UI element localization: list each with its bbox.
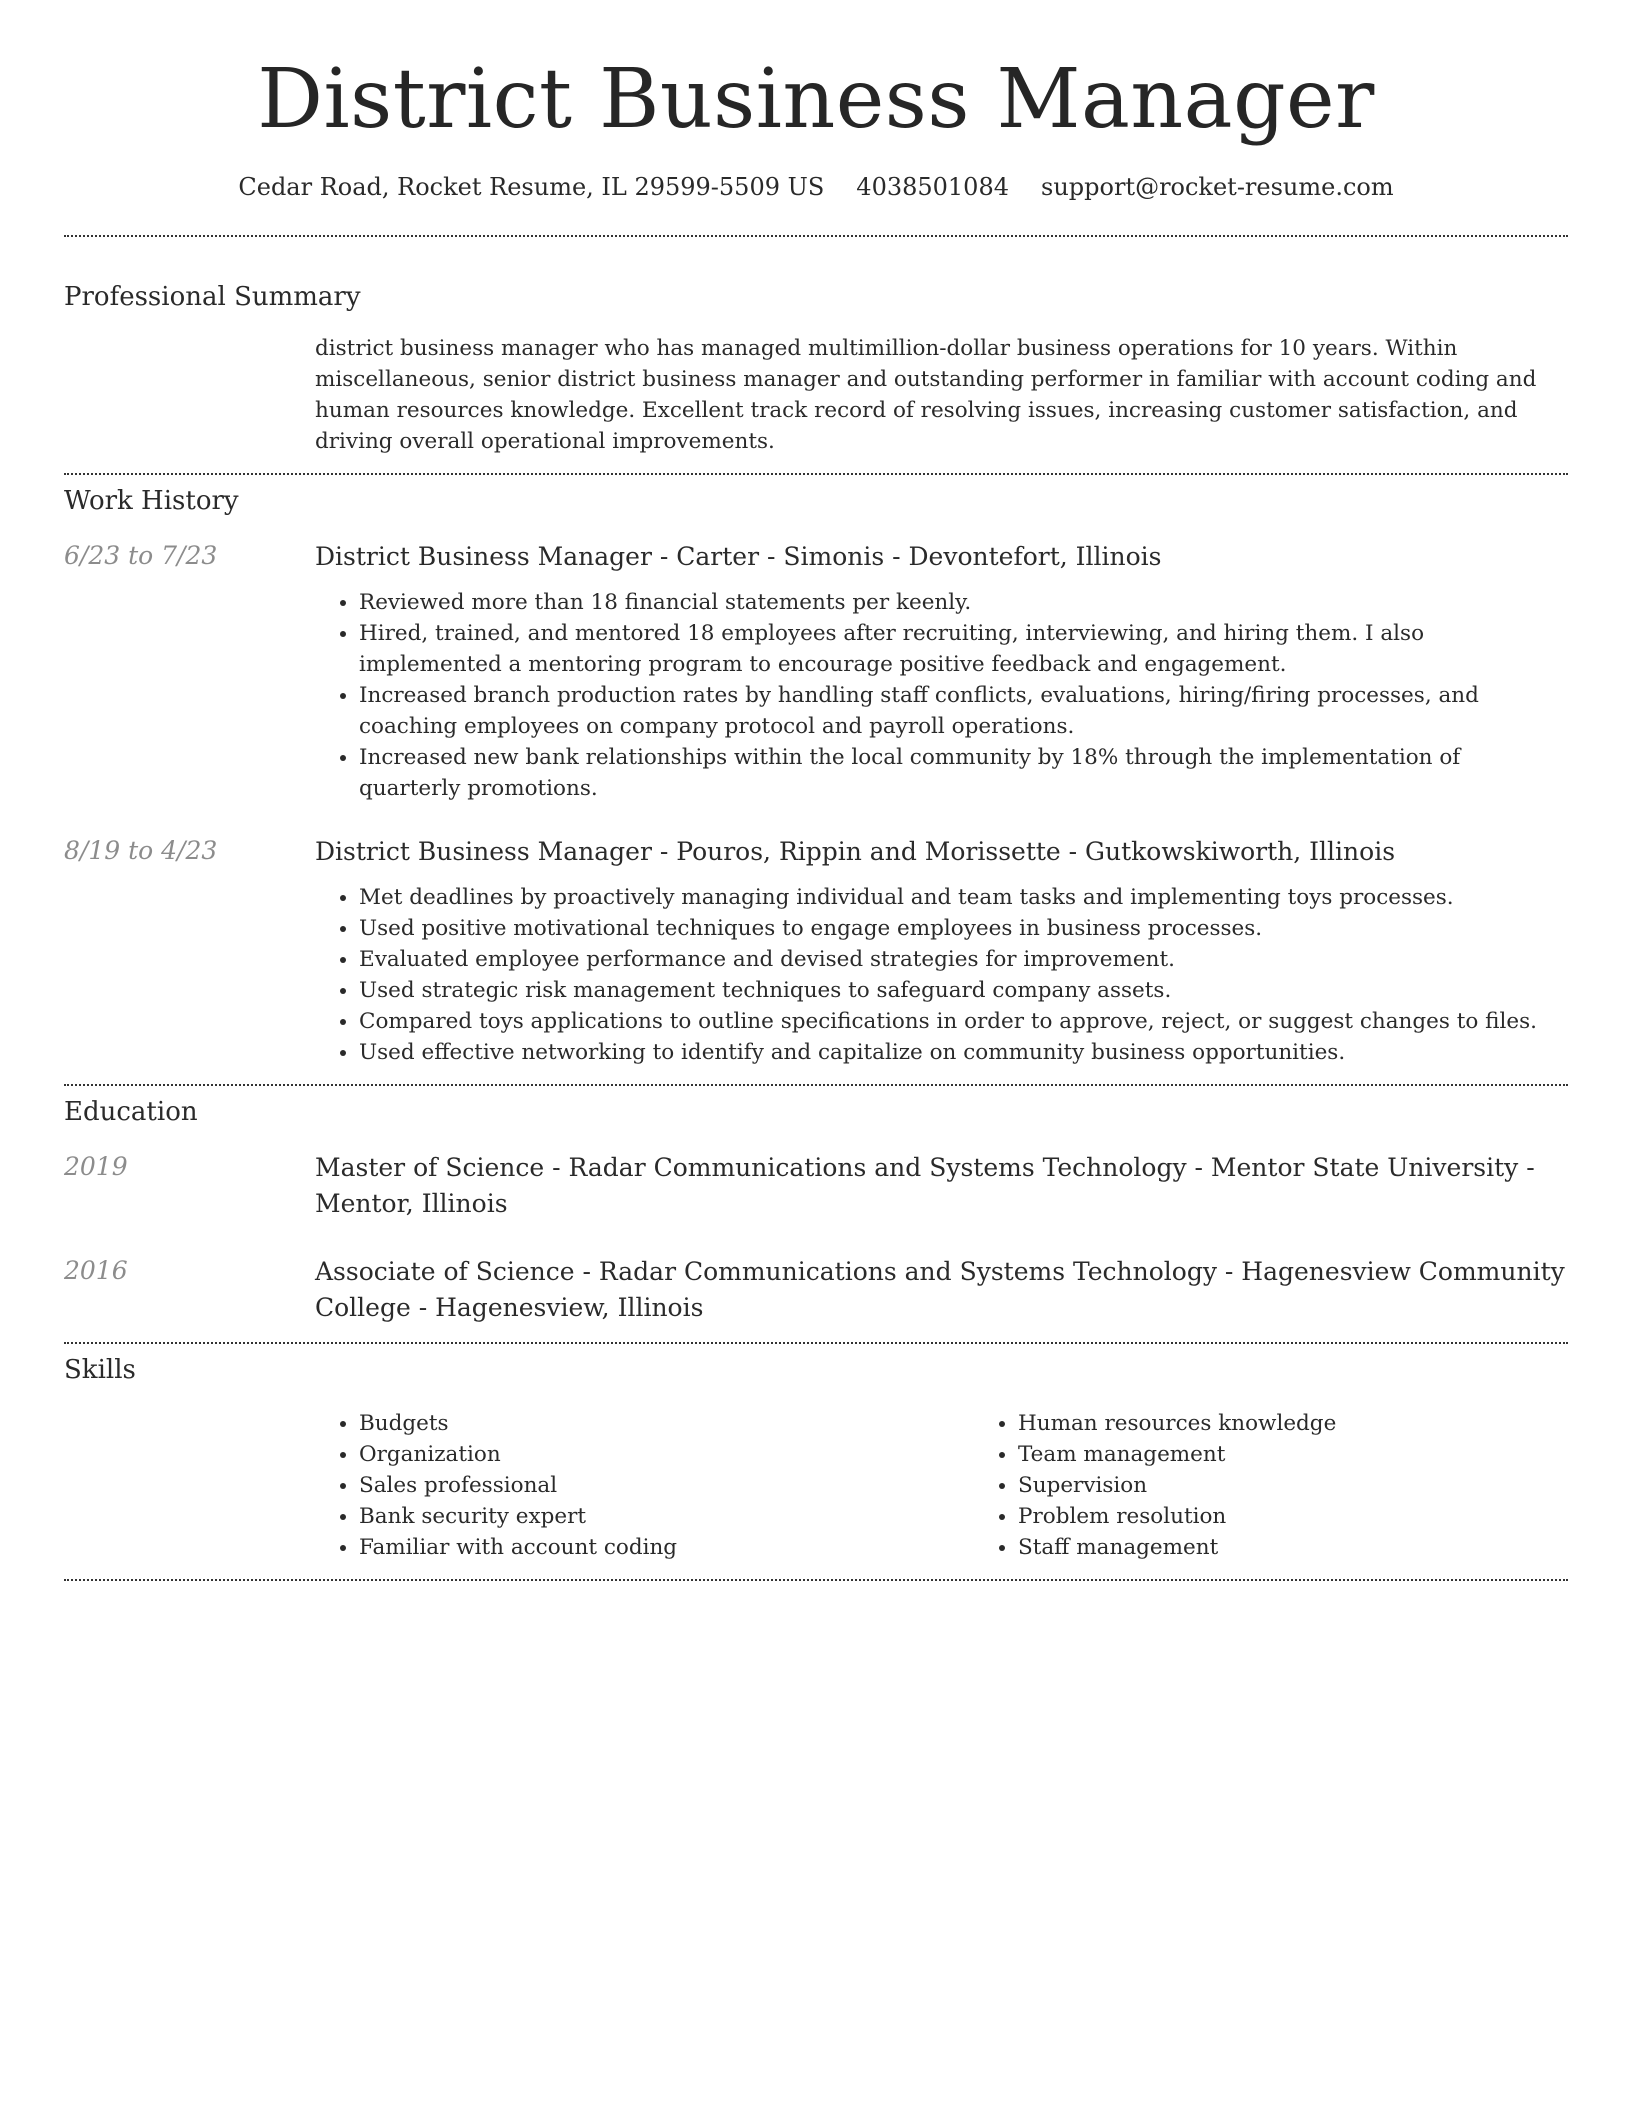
list-item: • Used positive motivational techniques to engage employees in business processes.: [359, 913, 1568, 944]
education-entry: [64, 1254, 1568, 1326]
work-history-section: [64, 475, 1568, 1068]
list-item: • Reviewed more than 18 financial statements per keenly.: [359, 587, 1568, 618]
contact-line: [64, 172, 1568, 202]
list-item: • Met deadlines by proactively managing individual and team tasks and implementing toys processes.: [359, 882, 1568, 913]
list-item: • Used strategic risk management techniques to safeguard company assets.: [359, 975, 1568, 1006]
list-item: • Hired, trained, and mentored 18 employees after recruiting, interviewing, and hiring them. I also implemented a mentoring program to encourage positive feedback and engagement.: [359, 618, 1568, 680]
job-dates: 8/19 to 4/23: [64, 836, 218, 865]
section-title-education: Education: [64, 1097, 198, 1127]
job-entry: [64, 539, 1568, 804]
education-section: [64, 1086, 1568, 1326]
skill-item: • Human resources knowledge: [1018, 1408, 1632, 1439]
skills-list-left: [315, 1408, 974, 1563]
summary-section: [64, 237, 1568, 457]
skill-item: • Bank security expert: [359, 1501, 974, 1532]
section-title-work-history: Work History: [64, 486, 239, 516]
summary-text: district business manager who has managed multimillion-dollar business operations for 10 years. Within miscellaneous, senior district business manager and outstanding performer in familiar with account coding and human resources knowledge. Excellent track record of resolving issues, increasing customer satisfaction, and driving overall operational improvements.: [315, 336, 1537, 454]
skill-item: • Supervision: [1018, 1470, 1632, 1501]
skill-item: • Budgets: [359, 1408, 974, 1439]
job-title: District Business Manager - Carter - Simonis - Devontefort, Illinois: [315, 542, 1162, 571]
education-degree: Master of Science - Radar Communications and Systems Technology - Mentor State University - Mentor, Illinois: [315, 1153, 1535, 1218]
skills-grid: [315, 1408, 1632, 1563]
list-item: • Increased new bank relationships within the local community by 18% through the implementation of quarterly promotions.: [359, 742, 1568, 804]
skill-item: • Sales professional: [359, 1470, 974, 1501]
list-item: • Compared toys applications to outline specifications in order to approve, reject, or suggest changes to files.: [359, 1006, 1568, 1037]
job-bullets: [315, 882, 1568, 1068]
education-year: 2016: [64, 1256, 128, 1285]
skill-item: • Staff management: [1018, 1532, 1632, 1563]
list-item: • Used effective networking to identify and capitalize on community business opportunities.: [359, 1037, 1568, 1068]
list-item: • Evaluated employee performance and devised strategies for improvement.: [359, 944, 1568, 975]
job-title: District Business Manager - Pouros, Rippin and Morissette - Gutkowskiworth, Illinois: [315, 837, 1396, 866]
skills-section: [64, 1344, 1568, 1563]
section-title-skills: Skills: [64, 1355, 136, 1385]
contact-email: support@rocket-resume.com: [1041, 173, 1394, 201]
job-dates: 6/23 to 7/23: [64, 541, 218, 570]
education-degree: Associate of Science - Radar Communications and Systems Technology - Hagenesview Community College - Hagenesview, Illinois: [315, 1257, 1565, 1322]
skill-item: • Organization: [359, 1439, 974, 1470]
list-item: • Increased branch production rates by handling staff conflicts, evaluations, hiring/firing processes, and coaching employees on company protocol and payroll operations.: [359, 680, 1568, 742]
education-entry: [64, 1150, 1568, 1222]
skill-item: • Familiar with account coding: [359, 1532, 974, 1563]
resume-page: [64, 0, 1568, 1581]
section-title-summary: Professional Summary: [64, 282, 361, 312]
skill-item: • Problem resolution: [1018, 1501, 1632, 1532]
contact-phone: 4038501084: [856, 173, 1009, 201]
contact-address: Cedar Road, Rocket Resume, IL 29599-5509 US: [238, 173, 825, 201]
skills-list-right: [974, 1408, 1632, 1563]
skill-item: • Team management: [1018, 1439, 1632, 1470]
job-bullets: [315, 587, 1568, 804]
education-year: 2019: [64, 1152, 128, 1181]
job-entry: [64, 834, 1568, 1068]
resume-name: District Business Manager: [257, 52, 1375, 147]
divider: [64, 1579, 1568, 1581]
